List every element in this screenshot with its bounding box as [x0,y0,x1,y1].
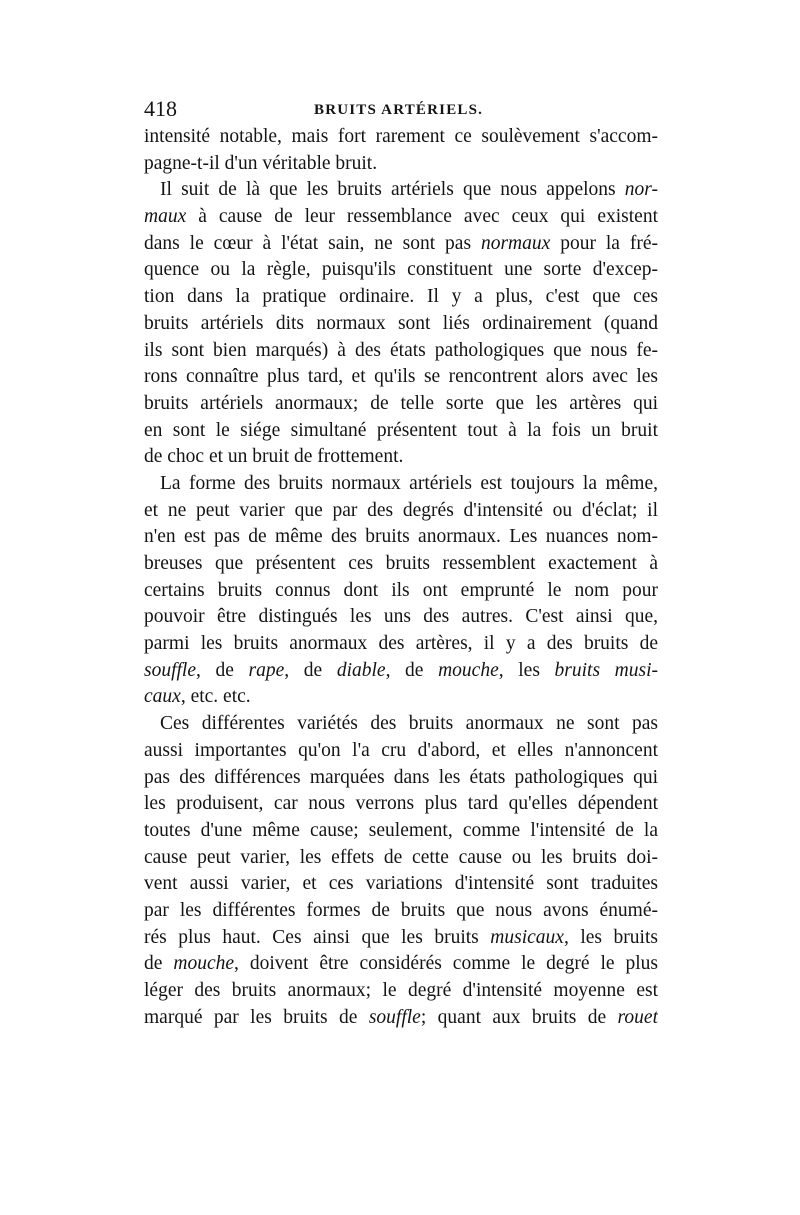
text-run: marqué par les bruits de [144,1006,369,1028]
italic-term: souffle [368,1006,421,1028]
italic-term: bruits musi- [554,659,658,681]
text-line [144,231,658,258]
text-run: dans le cœur à l'état sain, ne sont pas [144,232,481,254]
text-run: pour la fré- [550,232,658,254]
text-line [144,871,658,898]
text-run: bruits artériels dits normaux sont liés ordinairement (quand [144,312,658,334]
text-line [144,418,658,445]
text-run: ils sont bien marqués) à des états pathologiques que nous fe- [144,339,658,361]
text-line [144,444,658,471]
text-run: parmi les bruits anormaux des artères, il y a des bruits de [144,633,658,655]
page-number: 418 [144,96,177,121]
text-run: Il suit de là que les bruits artériels que nous appelons [160,179,625,201]
text-line [144,177,658,204]
text-line [144,151,658,178]
text-line [144,684,658,711]
italic-term: musicaux [490,926,564,948]
text-line [144,364,658,391]
text-line [144,204,658,231]
text-line [144,711,658,738]
italic-term: caux [144,686,181,708]
text-run: à cause de leur ressemblance avec ceux qui existent [186,206,658,228]
italic-term: normaux [480,232,551,254]
text-run: pouvoir être distingués les uns des autres. C'est ainsi que, [144,606,658,628]
text-run: aussi importantes qu'on l'a cru d'abord, et elles n'annoncent [144,739,658,761]
text-line [144,738,658,765]
text-run: , de [385,659,439,681]
text-run: cause peut varier, les effets de cette cause ou les bruits doi- [144,846,658,868]
text-run: quence ou la règle, puisqu'ils constituent une sorte d'excep- [144,259,658,281]
text-line [144,658,658,685]
italic-term: maux [144,206,187,228]
text-line [144,845,658,872]
italic-term: nor- [624,179,658,201]
text-run: en sont le siége simultané présentent tout à la fois un bruit [144,419,658,441]
italic-term: rouet [617,1006,658,1028]
text-line [144,338,658,365]
text-run: pas des différences marquées dans les états pathologiques qui [144,766,658,788]
text-line [144,311,658,338]
italic-term: souffle [144,659,196,681]
text-run: tion dans la pratique ordinaire. Il y a plus, c'est que ces [144,286,658,308]
italic-term: mouche [173,953,235,975]
running-title: BRUITS ARTÉRIELS. [314,102,484,118]
text-run: de [144,953,174,975]
italic-term: diable [336,659,386,681]
text-line [144,898,658,925]
text-line [144,604,658,631]
text-run: breuses que présentent ces bruits ressemblent exactement à [144,553,658,574]
text-run: n'en est pas de même des bruits anormaux. Les nuances nom- [144,526,658,548]
text-run: , etc. etc. [180,686,251,708]
text-line [144,818,658,845]
running-head [144,94,659,124]
text-run: , doivent être considérés comme le degré le plus [234,953,658,975]
text-run: pagne-t-il d'un véritable bruit. [144,152,378,174]
text-run: , les bruits [563,926,658,948]
text-run: Ces différentes variétés des bruits anormaux ne sont pas [160,713,658,735]
text-run: certains bruits connus dont ils ont emprunté le nom pour [144,579,658,601]
italic-term: mouche [438,659,499,681]
text-run: les produisent, car nous verrons plus tard qu'elles dépendent [144,793,658,815]
text-run: , de [284,659,337,681]
text-run: par les différentes formes de bruits que nous avons énumé- [144,899,658,921]
text-line [144,951,658,978]
text-line [144,498,658,525]
text-run: La forme des bruits normaux artériels est toujours la même, [160,472,658,494]
text-run: ; quant aux bruits de [420,1006,618,1028]
text-line [144,631,658,658]
text-run: léger des bruits anormaux; le degré d'intensité moyenne est [144,980,658,1001]
text-run: de choc et un bruit de frottement. [144,446,404,468]
text-run: et ne peut varier que par des degrés d'intensité ou d'éclat; il [144,499,658,521]
text-run: rés plus haut. Ces ainsi que les bruits [144,926,491,948]
text-line [144,1005,658,1032]
text-run: , les [498,659,555,681]
text-run: toutes d'une même cause; seulement, comme l'intensité de la [144,819,658,841]
text-line [144,524,658,551]
text-line [144,471,658,498]
text-line [144,124,658,151]
text-run: rons connaître plus tard, et qu'ils se rencontrent alors avec les [144,366,658,388]
text-line [144,791,658,818]
text-line [144,257,658,284]
body-text [144,124,658,1031]
text-line [144,978,658,1005]
text-line [144,551,658,578]
text-line [144,765,658,792]
text-line [144,391,658,418]
italic-term: rape [248,659,285,681]
text-run: bruits artériels anormaux; de telle sorte que les artères qui [144,392,658,414]
text-run: vent aussi varier, et ces variations d'intensité sont traduites [144,873,658,895]
text-line [144,925,658,952]
text-run: intensité notable, mais fort rarement ce soulèvement s'accom- [144,126,658,147]
text-line [144,284,658,311]
text-run: , de [196,659,249,681]
text-line [144,578,658,605]
